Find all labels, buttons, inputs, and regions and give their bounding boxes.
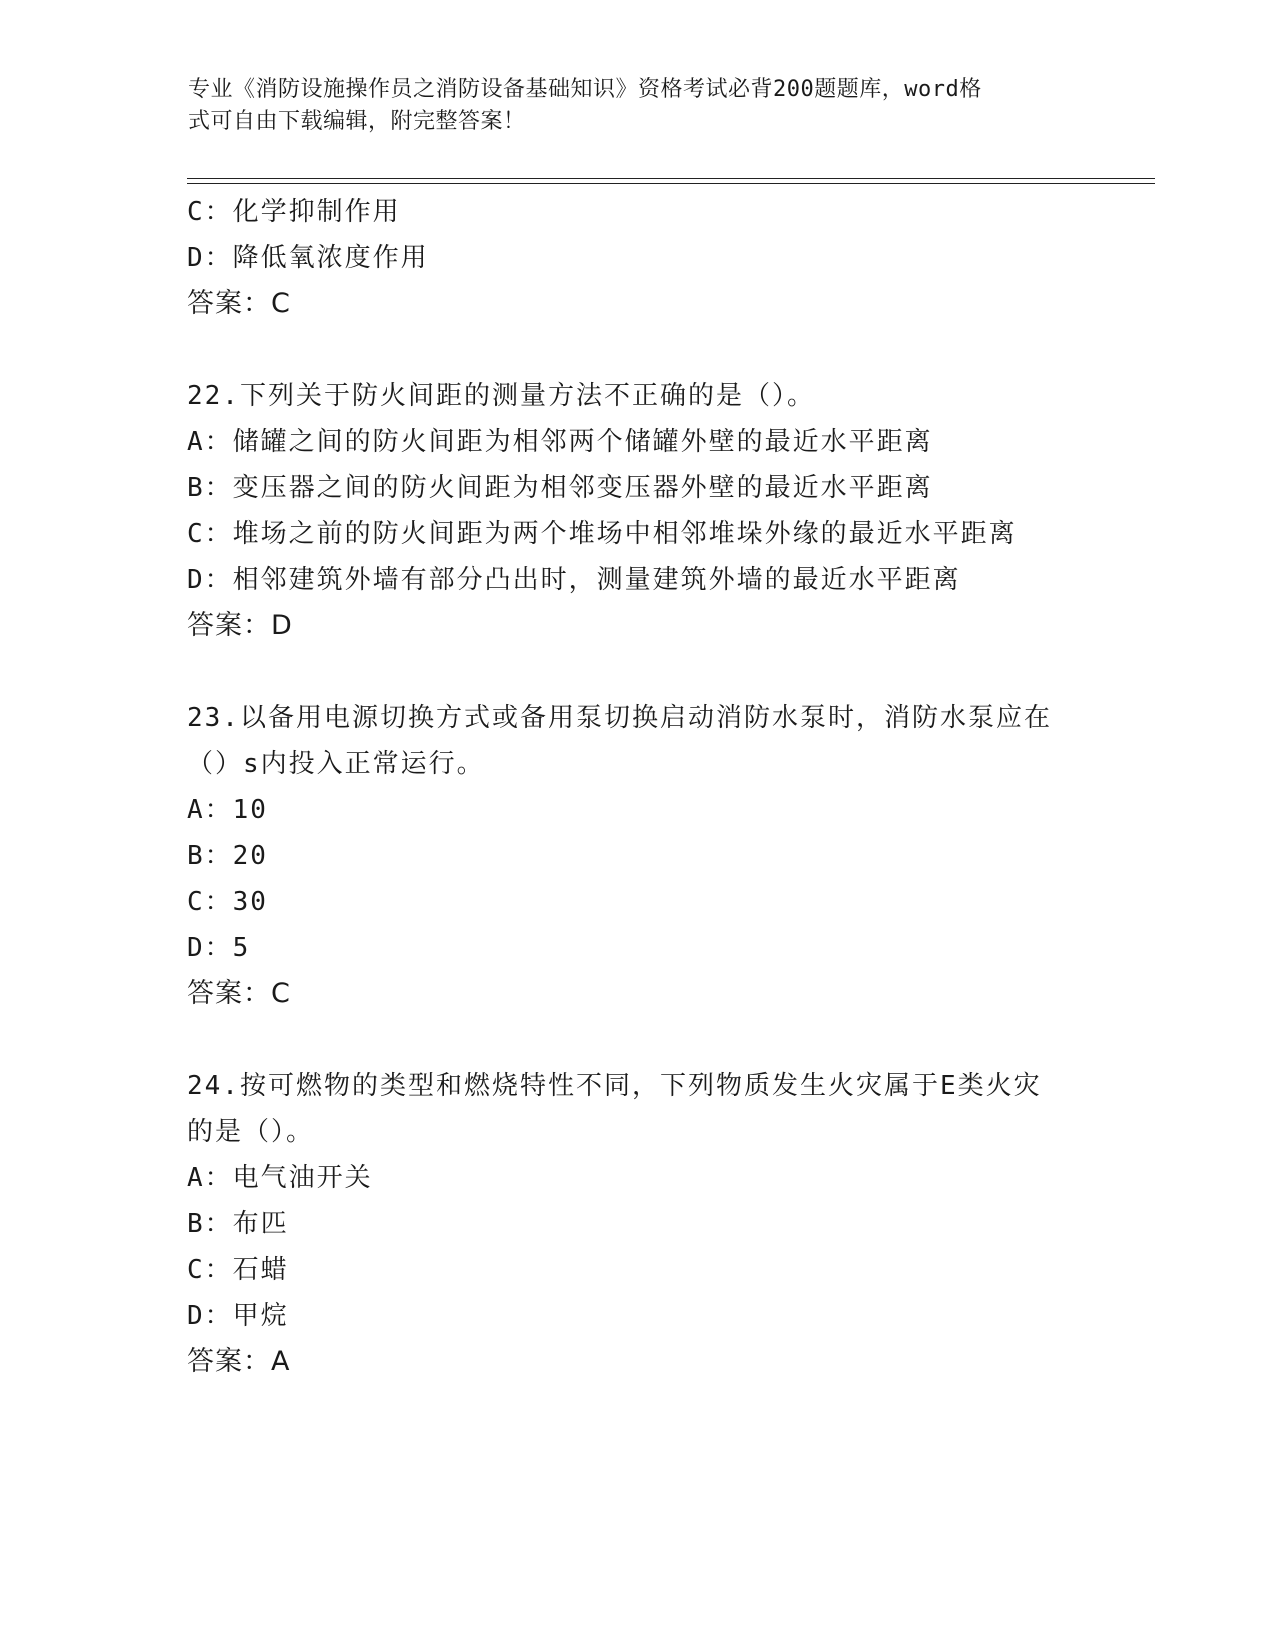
question-list — [187, 189, 1087, 1385]
answer: 答案：C — [187, 978, 291, 1009]
option-c: C：30 — [187, 887, 268, 917]
option-a: A：10 — [187, 795, 268, 825]
spacer — [187, 1017, 1087, 1063]
answer: 答案：D — [187, 610, 293, 641]
option-a: A：电气油开关 — [187, 1163, 373, 1193]
header-divider-bottom — [187, 183, 1155, 184]
question-block-22 — [187, 373, 1087, 649]
spacer — [187, 649, 1087, 695]
question-block-24 — [187, 1063, 1087, 1385]
option-d: D：降低氧浓度作用 — [187, 243, 429, 273]
question-stem-line2: （）s内投入正常运行。 — [187, 749, 485, 779]
option-d: D：5 — [187, 933, 251, 963]
option-b: B：布匹 — [187, 1209, 289, 1239]
question-block-21 — [187, 189, 1087, 327]
question-stem-line2: 的是（）。 — [187, 1117, 315, 1147]
header-title-line2: 式可自由下载编辑，附完整答案！ — [188, 109, 526, 134]
option-b: B：20 — [187, 841, 268, 871]
option-c: C：石蜡 — [187, 1255, 289, 1285]
answer: 答案：C — [187, 288, 291, 319]
option-c: C：堆场之前的防火间距为两个堆场中相邻堆垛外缘的最近水平距离 — [187, 519, 1017, 549]
question-stem-line1: 24.按可燃物的类型和燃烧特性不同，下列物质发生火灾属于E类火灾 — [187, 1071, 1042, 1101]
question-stem: 22.下列关于防火间距的测量方法不正确的是（）。 — [187, 381, 815, 411]
option-a: A：储罐之间的防火间距为相邻两个储罐外壁的最近水平距离 — [187, 427, 933, 457]
answer: 答案：A — [187, 1346, 291, 1377]
spacer — [187, 327, 1087, 373]
option-c: C：化学抑制作用 — [187, 197, 401, 227]
option-b: B：变压器之间的防火间距为相邻变压器外壁的最近水平距离 — [187, 473, 933, 503]
header-title-line1: 专业《消防设施操作员之消防设备基础知识》资格考试必背200题题库，word格 — [188, 77, 982, 102]
option-d: D：甲烷 — [187, 1301, 289, 1331]
option-d: D：相邻建筑外墙有部分凸出时，测量建筑外墙的最近水平距离 — [187, 565, 961, 595]
question-block-23 — [187, 695, 1087, 1017]
document-header — [188, 74, 1078, 138]
question-stem-line1: 23.以备用电源切换方式或备用泵切换启动消防水泵时，消防水泵应在 — [187, 703, 1052, 733]
header-divider-top — [187, 178, 1155, 179]
